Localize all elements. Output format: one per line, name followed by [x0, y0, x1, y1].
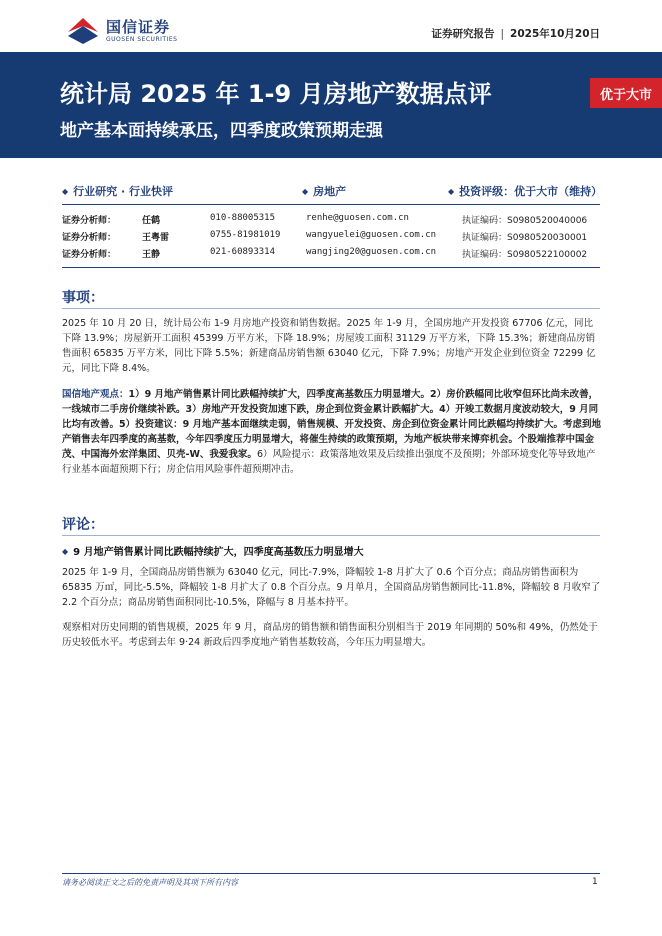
divider — [62, 204, 600, 205]
footer-divider — [62, 873, 600, 874]
events-heading: 事项： — [62, 290, 104, 306]
analyst-row — [62, 230, 600, 246]
report-subtitle: 地产基本面持续承压，四季度政策预期走强 — [60, 121, 383, 141]
diamond-bullet-icon: ◆ — [448, 187, 455, 196]
page-number: 1 — [592, 877, 598, 887]
divider — [62, 267, 600, 268]
guosen-logo — [66, 14, 216, 48]
section-divider — [62, 308, 600, 309]
analyst-cert: 执证编码：S0980522100002 — [462, 250, 588, 260]
analyst-row — [62, 247, 600, 263]
analyst-phone: 0755-81981019 — [210, 230, 281, 240]
comment-paragraph-2 — [62, 620, 602, 650]
analyst-role: 证券分析师： — [62, 216, 117, 226]
category-text: 行业研究 · 行业快评 — [73, 185, 173, 198]
page-header — [0, 0, 662, 52]
disclaimer-note: 请务必阅读正文之后的免责声明及其项下所有内容 — [62, 878, 238, 887]
comment-paragraph-1 — [62, 565, 602, 610]
report-meta — [432, 26, 601, 41]
analyst-role: 证券分析师： — [62, 233, 117, 243]
bullet-heading-text: 9 月地产销售累计同比跌幅持续扩大，四季度高基数压力明显增大 — [73, 547, 364, 558]
guosen-logo-icon — [66, 14, 100, 46]
analyst-email[interactable]: wangjing20@guosen.com.cn — [306, 247, 437, 257]
view-normal-text: 6）风险提示：政策落地效果及后续推出强度不及预期；外部环境变化等导致地产行业基本面超预期下行；房企信用风险事件超预期冲击。 — [62, 449, 596, 475]
section-divider — [62, 535, 600, 536]
rating-text: 投资评级：优于大市（维持） — [459, 185, 603, 198]
comment-text-2: 观察相对历史同期的销售规模，2025 年 9 月，商品房的销售额和销售面积分别相当于 2019 年同期的 50%和 49%，仍然处于历史较低水平。考虑到去年 9·24 新政后四季度地产销售基数较高，今年压力明显增大。 — [62, 622, 598, 648]
diamond-bullet-icon: ◆ — [62, 547, 69, 556]
comment-bullet-heading — [62, 543, 364, 558]
analyst-name: 王静 — [142, 250, 161, 260]
logo-text-cn: 国信证券 — [106, 18, 171, 36]
view-label: 国信地产观点： — [62, 389, 129, 400]
analyst-phone: 021-60893314 — [210, 247, 276, 257]
analyst-name: 任鹤 — [142, 216, 161, 226]
sector-label — [302, 183, 346, 199]
comment-text-1: 2025 年 1-9 月，全国商品房销售额为 63040 亿元，同比-7.9%，降幅较 1-8 月扩大了 0.6 个百分点；商品房销售面积为 65835 万㎡，同比-5.5%，降幅较 1-8 月扩大了 0.8 个百分点。9 月单月，全国商品房销售额同比-11.8%，降幅较 8 月收窄了 2.2 个百分点；商品房销售面积同比-10.5%，降幅与 8 月基本持平。 — [62, 567, 601, 608]
analyst-role: 证券分析师： — [62, 250, 117, 260]
sector-text: 房地产 — [313, 185, 347, 198]
category-label — [62, 183, 173, 199]
report-date: 2025年10月20日 — [510, 28, 600, 40]
analyst-phone: 010-88005315 — [210, 213, 276, 223]
report-title: 统计局 2025 年 1-9 月房地产数据点评 — [60, 80, 492, 108]
comments-heading: 评论： — [62, 517, 104, 533]
analyst-email[interactable]: wangyuelei@guosen.com.cn — [306, 230, 437, 240]
analyst-name: 王粤雷 — [142, 233, 170, 243]
rating-tag: 优于大市 — [590, 78, 662, 108]
analyst-cert: 执证编码：S0980520030001 — [462, 233, 588, 243]
analyst-email[interactable]: renhe@guosen.com.cn — [306, 213, 409, 223]
view-bold-text: 1）9 月地产销售累计同比跌幅持续扩大，四季度高基数压力明显增大。2）房价跌幅同比收窄但环比尚未改善，一线城市二手房价继续补跌。3）房地产开发投资加速下跌，房企到位资金累计跌幅扩大。4）开竣工数据月度波动较大，9 月同比均有改善。5）投资建议：9 月地产基本面继续走弱，销售规模、开发投资、房企到位资金累计同比跌幅均持续扩大。考虑到地产销售去年四季度的高基数，今年四季度压力明显增大，将催生持续的政策预期，为地产板块带来博弈机会。个股端推荐中国金茂、中国海外宏洋集团、贝壳-W、我爱我家。 — [62, 389, 602, 460]
logo-text-en: GUOSEN SECURITIES — [106, 36, 178, 43]
report-type: 证券研究报告 — [431, 28, 495, 40]
events-paragraph — [62, 316, 602, 376]
rating-label — [448, 183, 602, 199]
diamond-bullet-icon: ◆ — [62, 187, 69, 196]
meta-separator: | — [500, 28, 505, 40]
events-text: 2025 年 10 月 20 日，统计局公布 1-9 月房地产投资和销售数据。2025 年 1-9 月，全国房地产开发投资 67706 亿元，同比下降 13.9%；房屋新开工面积 45399 万平方米，下降 18.9%；房屋竣工面积 31129 万平方米，下降 15.3%；新建商品房销售面积 65835 万平方米，同比下降 5.5%；新建商品房销售额 63040 亿元，下降 7.9%；房地产开发企业到位资金 72299 亿元，同比下降 8.4%。 — [62, 318, 596, 374]
view-paragraph — [62, 387, 602, 477]
analyst-cert: 执证编码：S0980520040006 — [462, 216, 588, 226]
analyst-row — [62, 213, 600, 229]
diamond-bullet-icon: ◆ — [302, 187, 309, 196]
